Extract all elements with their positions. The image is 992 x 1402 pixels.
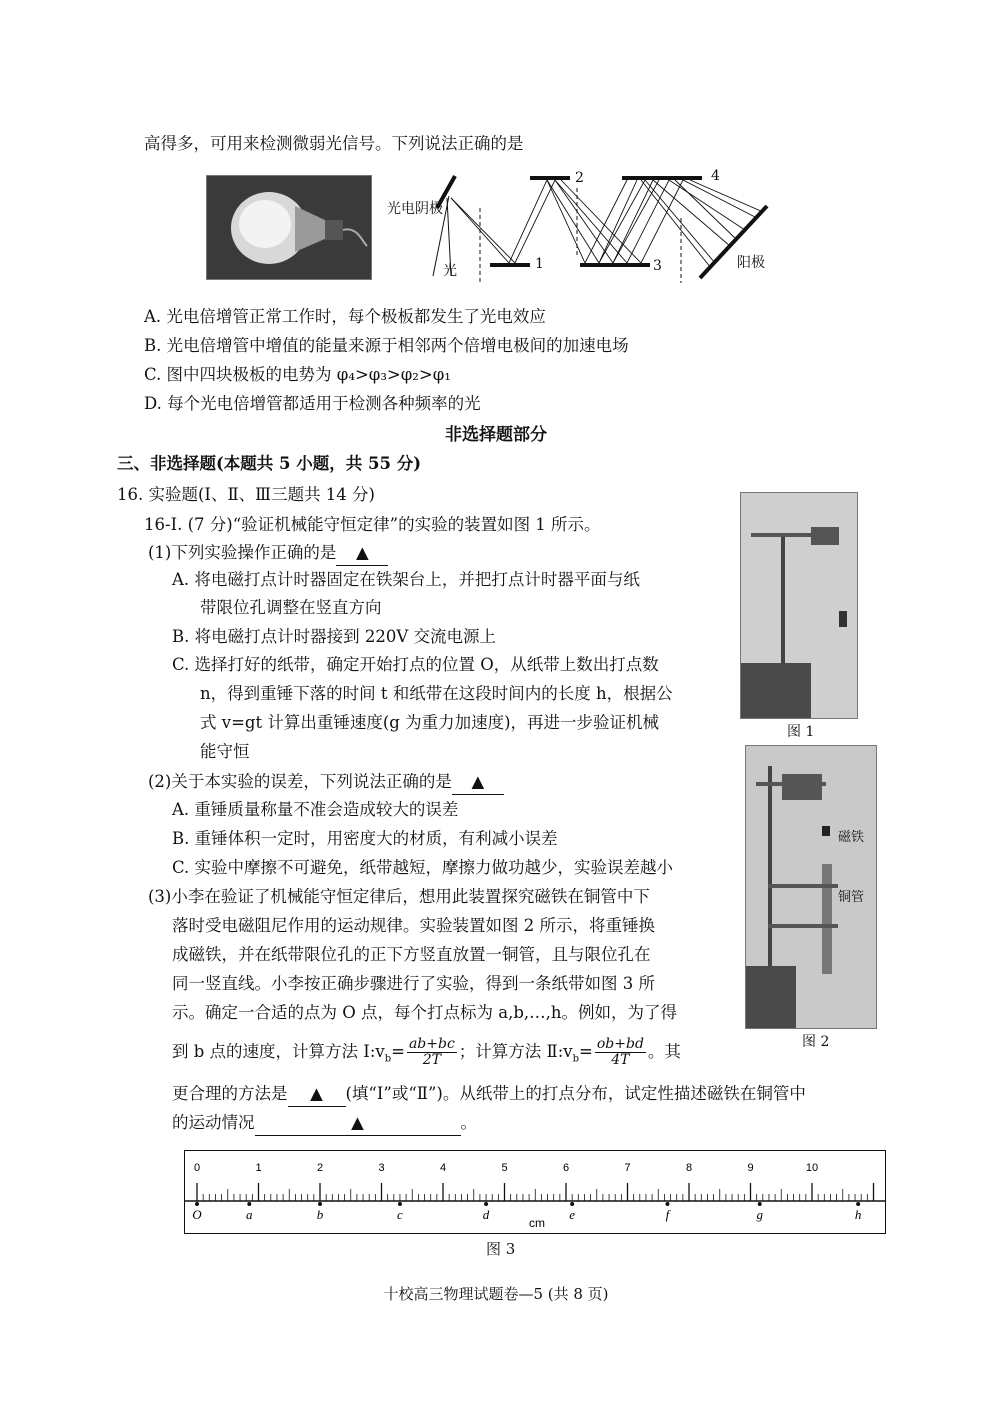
- tape-point-label: a: [246, 1207, 253, 1222]
- sub3-line7-pre: 更合理的方法是: [172, 1084, 288, 1103]
- sub1-a-line1: A. 将电磁打点计时器固定在铁架台上，并把打点计时器平面与纸: [172, 570, 640, 589]
- sub3-line8: [172, 1111, 477, 1136]
- tape-dot: [570, 1202, 574, 1206]
- ruler-number: 2: [316, 1162, 324, 1174]
- tape-dot: [247, 1202, 251, 1206]
- sub3-method-blank[interactable]: ▲: [288, 1082, 346, 1107]
- ruler-number: 9: [747, 1162, 754, 1174]
- sub1-c-line3: 式 v=gt 计算出重锤速度(g 为重力加速度)，再进一步验证机械: [200, 713, 660, 732]
- tape-dot: [318, 1202, 322, 1206]
- tape-dot: [398, 1202, 402, 1206]
- q15-option-d: D. 每个光电倍增管都适用于检测各种频率的光: [144, 394, 481, 413]
- figure-3-caption: 图 3: [486, 1240, 516, 1258]
- tape-point-label: O: [192, 1207, 202, 1222]
- section-heading: 三、非选择题(本题共 5 小题，共 55 分): [117, 454, 422, 473]
- dynode-2: [530, 176, 570, 180]
- tape-point-label: b: [316, 1207, 324, 1222]
- intro-line: 高得多，可用来检测微弱光信号。下列说法正确的是: [144, 134, 524, 153]
- method2-suffix: 。其: [647, 1042, 681, 1061]
- sub3-line6: [172, 1035, 681, 1076]
- method2-prefix: ；计算方法 Ⅱ:v: [458, 1042, 573, 1061]
- ruler-number: 6: [562, 1162, 570, 1174]
- dynode-4: [622, 176, 702, 180]
- sub1-c-line4: 能守恒: [200, 742, 250, 761]
- ruler-number: 4: [439, 1162, 447, 1174]
- ruler-number: 10: [805, 1162, 819, 1174]
- tape-point-label: e: [569, 1207, 576, 1222]
- sub1-a-line2: 带限位孔调整在竖直方向: [200, 598, 382, 617]
- sub3-motion-blank[interactable]: ▲: [255, 1111, 461, 1136]
- page-footer: 十校高三物理试题卷—5 (共 8 页): [383, 1285, 609, 1303]
- sub3-line8-post: 。: [460, 1113, 477, 1132]
- q16-heading: 16. 实验题(Ⅰ、Ⅱ、Ⅲ三题共 14 分): [117, 485, 375, 504]
- dynode-4-label: 4: [711, 168, 720, 184]
- q15-option-b: B. 光电倍增管中增值的能量来源于相邻两个倍增电极间的加速电场: [144, 336, 629, 355]
- sub2-answer-blank[interactable]: ▲: [452, 770, 504, 795]
- part-title: 非选择题部分: [445, 425, 547, 445]
- figure-1-caption: 图 1: [787, 724, 815, 740]
- sub1-c-line1: C. 选择打好的纸带，确定开始打点的位置 O，从纸带上数出打点数: [172, 655, 659, 674]
- pmt-photo-icon: [207, 176, 371, 279]
- sub1-c-line2: n，得到重锤下落的时间 t 和纸带在这段时间内的长度 h，根据公: [200, 684, 673, 703]
- q15-option-c: C. 图中四块极板的电势为 φ₄>φ₃>φ₂>φ₁: [144, 365, 451, 384]
- tape-point-label: g: [756, 1207, 763, 1222]
- method2-denominator: 4T: [611, 1052, 630, 1068]
- figure-1-photo: [740, 492, 858, 719]
- sub2-stem: [148, 770, 504, 795]
- ruler-unit: cm: [529, 1216, 545, 1230]
- pmt-diagram: [385, 168, 775, 283]
- tape-point-label: h: [854, 1207, 862, 1222]
- tape-dot: [665, 1202, 669, 1206]
- sub2-a: A. 重锤质量称量不准会造成较大的误差: [172, 800, 459, 819]
- method1-prefix: 到 b 点的速度，计算方法 Ⅰ:v: [172, 1042, 385, 1061]
- tape-dot: [758, 1202, 762, 1206]
- sub2-c: C. 实验中摩擦不可避免，纸带越短，摩擦力做功越少，实验误差越小: [172, 858, 674, 877]
- cathode-label: 光电阴极: [387, 201, 443, 217]
- tape-dot: [195, 1202, 199, 1206]
- ruler-number: 7: [624, 1162, 631, 1174]
- tape-point-label: c: [397, 1207, 403, 1222]
- sub2-b: B. 重锤体积一定时，用密度大的材质，有利减小误差: [172, 829, 558, 848]
- method2-eq: =: [579, 1042, 593, 1061]
- sub3-line7: [172, 1082, 806, 1107]
- dynode-3-label: 3: [653, 258, 662, 274]
- ruler-number: 8: [685, 1162, 693, 1174]
- sub3-line8-pre: 的运动情况: [172, 1113, 255, 1132]
- figure-2-photo: [745, 745, 877, 1029]
- sub3-line4: 同一竖直线。小李按正确步骤进行了实验，得到一条纸带如图 3 所: [172, 974, 655, 993]
- tape-point-label: d: [482, 1207, 490, 1222]
- pmt-photo: [206, 175, 372, 280]
- method1-denominator: 2T: [422, 1052, 441, 1068]
- stand-photo-icon: [741, 493, 857, 718]
- magnet-label: 磁铁: [838, 830, 865, 845]
- sub3-line1: (3)小李在验证了机械能守恒定律后，想用此装置探究磁铁在铜管中下: [148, 887, 650, 906]
- tape-dot: [856, 1202, 860, 1206]
- light-label: 光: [443, 263, 457, 279]
- sub1-stem-text: (1)下列实验操作正确的是: [148, 543, 337, 562]
- sub3-line2: 落时受电磁阻尼作用的运动规律。实验装置如图 2 所示，将重锤换: [172, 916, 655, 935]
- method2-numerator: ob+bd: [596, 1036, 644, 1052]
- ruler-number: 3: [378, 1162, 385, 1174]
- q16-1-intro: 16-Ⅰ. (7 分)“验证机械能守恒定律”的实验的装置如图 1 所示。: [144, 515, 601, 534]
- ruler-number: 1: [255, 1162, 262, 1174]
- anode-label: 阳极: [737, 255, 765, 271]
- sub3-line5: 示。确定一合适的点为 O 点，每个打点标为 a,b,…,h。例如，为了得: [172, 1003, 678, 1022]
- figure-2-caption: 图 2: [802, 1034, 830, 1050]
- sub1-stem: [148, 541, 388, 566]
- sub3-line7-post: (填“Ⅰ”或“Ⅱ”)。从纸带上的打点分布，试定性描述磁铁在铜管中: [345, 1084, 806, 1103]
- sub2-stem-text: (2)关于本实验的误差，下列说法正确的是: [148, 772, 452, 791]
- tape-point-label: f: [665, 1207, 670, 1222]
- ruler-number: 5: [501, 1162, 508, 1174]
- method1-eq: =: [391, 1042, 405, 1061]
- dynode-1: [490, 263, 530, 267]
- method2-fraction: [595, 1037, 646, 1068]
- method1-fraction: [407, 1037, 457, 1068]
- method1-numerator: ab+bc: [408, 1036, 455, 1052]
- dynode-3: [580, 263, 650, 267]
- ruler-tape: [184, 1150, 886, 1234]
- sub1-answer-blank[interactable]: ▲: [336, 541, 388, 566]
- ruler-number: 0: [193, 1162, 201, 1174]
- ruler-svg: [185, 1151, 885, 1233]
- tape-dot: [484, 1202, 488, 1206]
- dynode-2-label: 2: [575, 170, 584, 186]
- q15-option-a: A. 光电倍增管正常工作时，每个极板都发生了光电效应: [144, 307, 546, 326]
- method1-subscript: b: [384, 1053, 392, 1065]
- method2-subscript: b: [572, 1053, 580, 1065]
- tube-label: 铜管: [838, 890, 865, 905]
- dynode-1-label: 1: [535, 256, 544, 272]
- sub1-b: B. 将电磁打点计时器接到 220V 交流电源上: [172, 627, 497, 646]
- sub3-line3: 成磁铁，并在纸带限位孔的正下方竖直放置一铜管，且与限位孔在: [172, 945, 651, 964]
